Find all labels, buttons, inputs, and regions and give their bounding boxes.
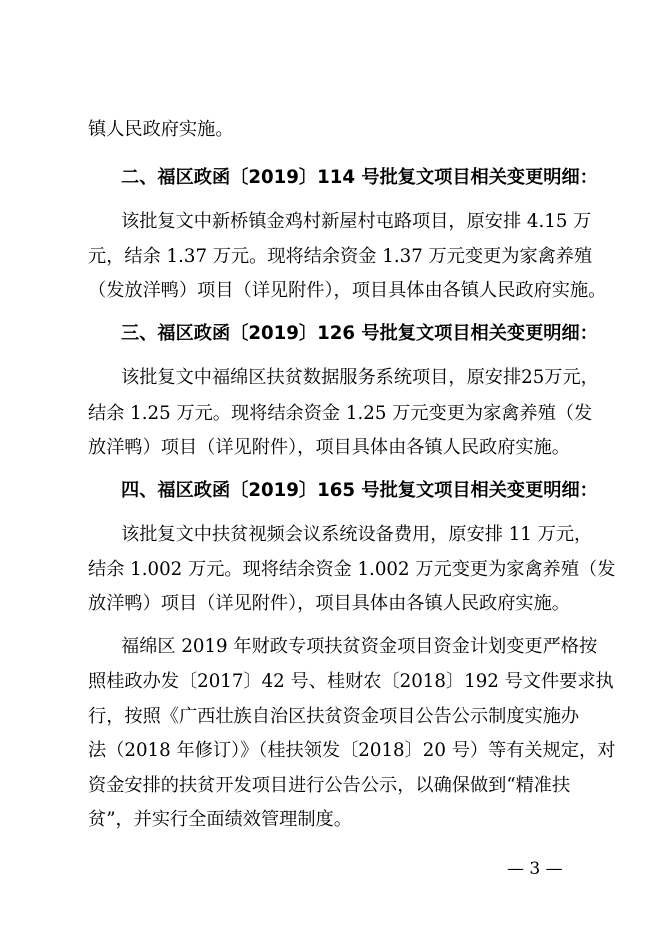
section-2-line-3: （发放洋鸭）项目（详见附件），项目具体由各镇人民政府实施。 bbox=[88, 280, 607, 301]
closing-line-3: 行，按照《广西壮族自治区扶贫资金项目公告公示制度实施办 bbox=[88, 706, 580, 727]
section-3-line-2: 结余 1.25 万元。现将结余资金 1.25 万元变更为家禽养殖（发 bbox=[88, 403, 593, 424]
section-heading-4: 四、福区政函〔2019〕165 号批复文项目相关变更明细： bbox=[121, 480, 598, 501]
closing-line-5: 资金安排的扶贫开发项目进行公告公示，以确保做到“精准扶 bbox=[88, 775, 571, 796]
section-heading-3: 三、福区政函〔2019〕126 号批复文项目相关变更明细： bbox=[121, 323, 598, 344]
continuation-line: 镇人民政府实施。 bbox=[88, 119, 234, 140]
section-3-line-1: 该批复文中福绵区扶贫数据服务系统项目，原安排25万元， bbox=[121, 367, 599, 388]
section-4-line-3: 放洋鸭）项目（详见附件），项目具体由各镇人民政府实施。 bbox=[88, 593, 570, 614]
closing-line-6: 贫”，并实行全面绩效管理制度。 bbox=[88, 809, 352, 830]
page-number-text: — 3 — bbox=[507, 859, 563, 879]
closing-line-4: 法（2018 年修订）》（桂扶领发〔2018〕20 号）等有关规定，对 bbox=[88, 740, 616, 761]
section-4-line-1: 该批复文中扶贫视频会议系统设备费用，原安排 11 万元， bbox=[121, 524, 593, 545]
page-number bbox=[0, 854, 662, 884]
closing-line-2: 照桂政办发〔2017〕42 号、桂财农〔2018〕192 号文件要求执 bbox=[88, 671, 614, 692]
section-heading-2: 二、福区政函〔2019〕114 号批复文项目相关变更明细： bbox=[121, 167, 598, 188]
section-3-line-3: 放洋鸭）项目（详见附件），项目具体由各镇人民政府实施。 bbox=[88, 437, 570, 458]
section-4-line-2: 结余 1.002 万元。现将结余资金 1.002 万元变更为家禽养殖（发 bbox=[88, 559, 616, 580]
closing-line-1: 福绵区 2019 年财政专项扶贫资金项目资金计划变更严格按 bbox=[121, 636, 598, 657]
section-2-line-2: 元，结余 1.37 万元。现将结余资金 1.37 万元变更为家禽养殖 bbox=[88, 246, 593, 267]
section-2-line-1: 该批复文中新桥镇金鸡村新屋村屯路项目，原安排 4.15 万 bbox=[121, 211, 592, 232]
